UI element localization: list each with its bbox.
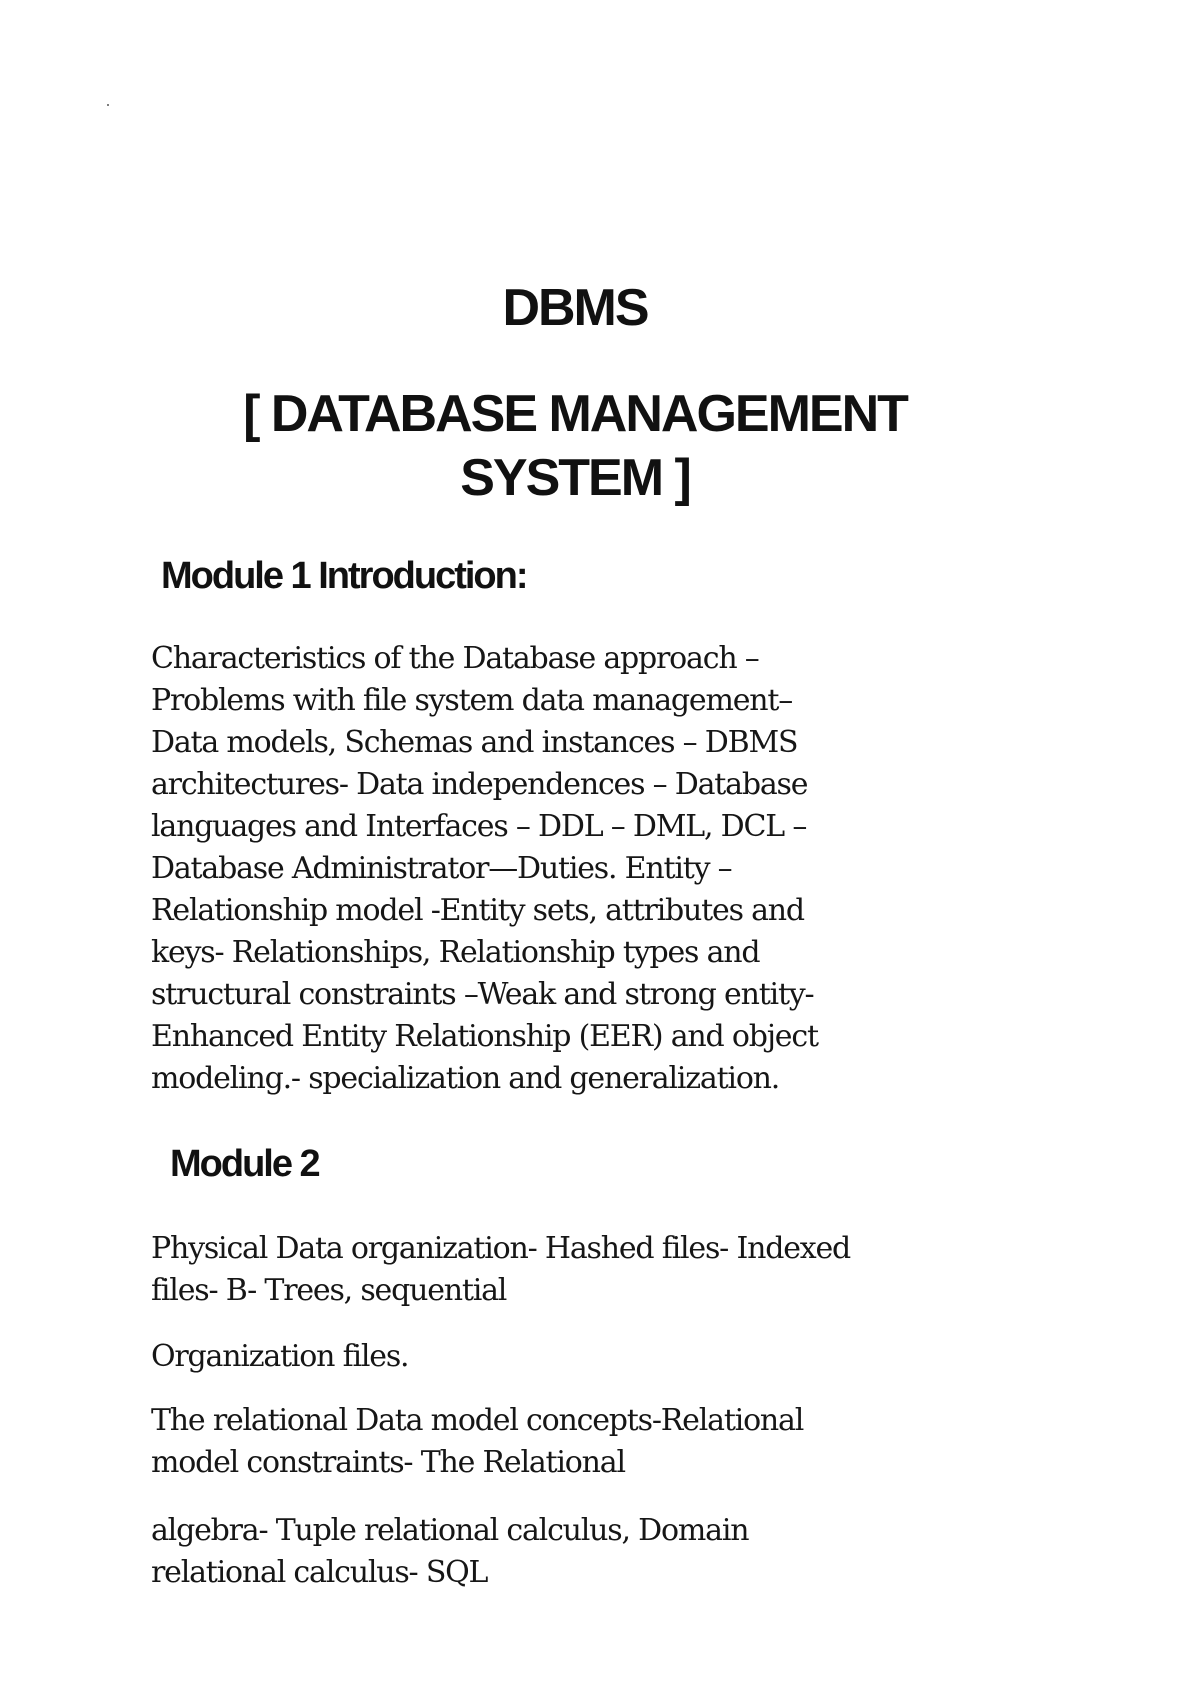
- module-1-heading: Module 1 Introduction:: [161, 555, 527, 597]
- document-subtitle: [ DATABASE MANAGEMENT SYSTEM ]: [243, 385, 907, 507]
- module-1-paragraph: Characteristics of the Database approach – Problems with file system data management– Data models, Schemas and instances – DBMS architectures- Data independences – Database languages and Interfaces – DDL – DML, DCL – Database Administrator—Duties. Entity – Relationship model -Entity sets, attributes and keys- Relationships, Relationship types and structural constraints –Weak and strong entity- Enhanced Entity Relationship (EER) and object modeling.- specialization and generalization.: [151, 641, 818, 1096]
- scan-speck: [107, 104, 109, 106]
- document-title: DBMS: [502, 279, 648, 337]
- module-2-paragraph-3: The relational Data model concepts-Relational model constraints- The Relational: [151, 1403, 804, 1480]
- module-2-paragraph-2: Organization files.: [151, 1339, 409, 1374]
- module-2-heading: Module 2: [170, 1143, 319, 1185]
- module-2-paragraph-1: Physical Data organization- Hashed files- Indexed files- B- Trees, sequential: [151, 1231, 851, 1308]
- module-2-paragraph-4: algebra- Tuple relational calculus, Domain relational calculus- SQL: [151, 1513, 749, 1590]
